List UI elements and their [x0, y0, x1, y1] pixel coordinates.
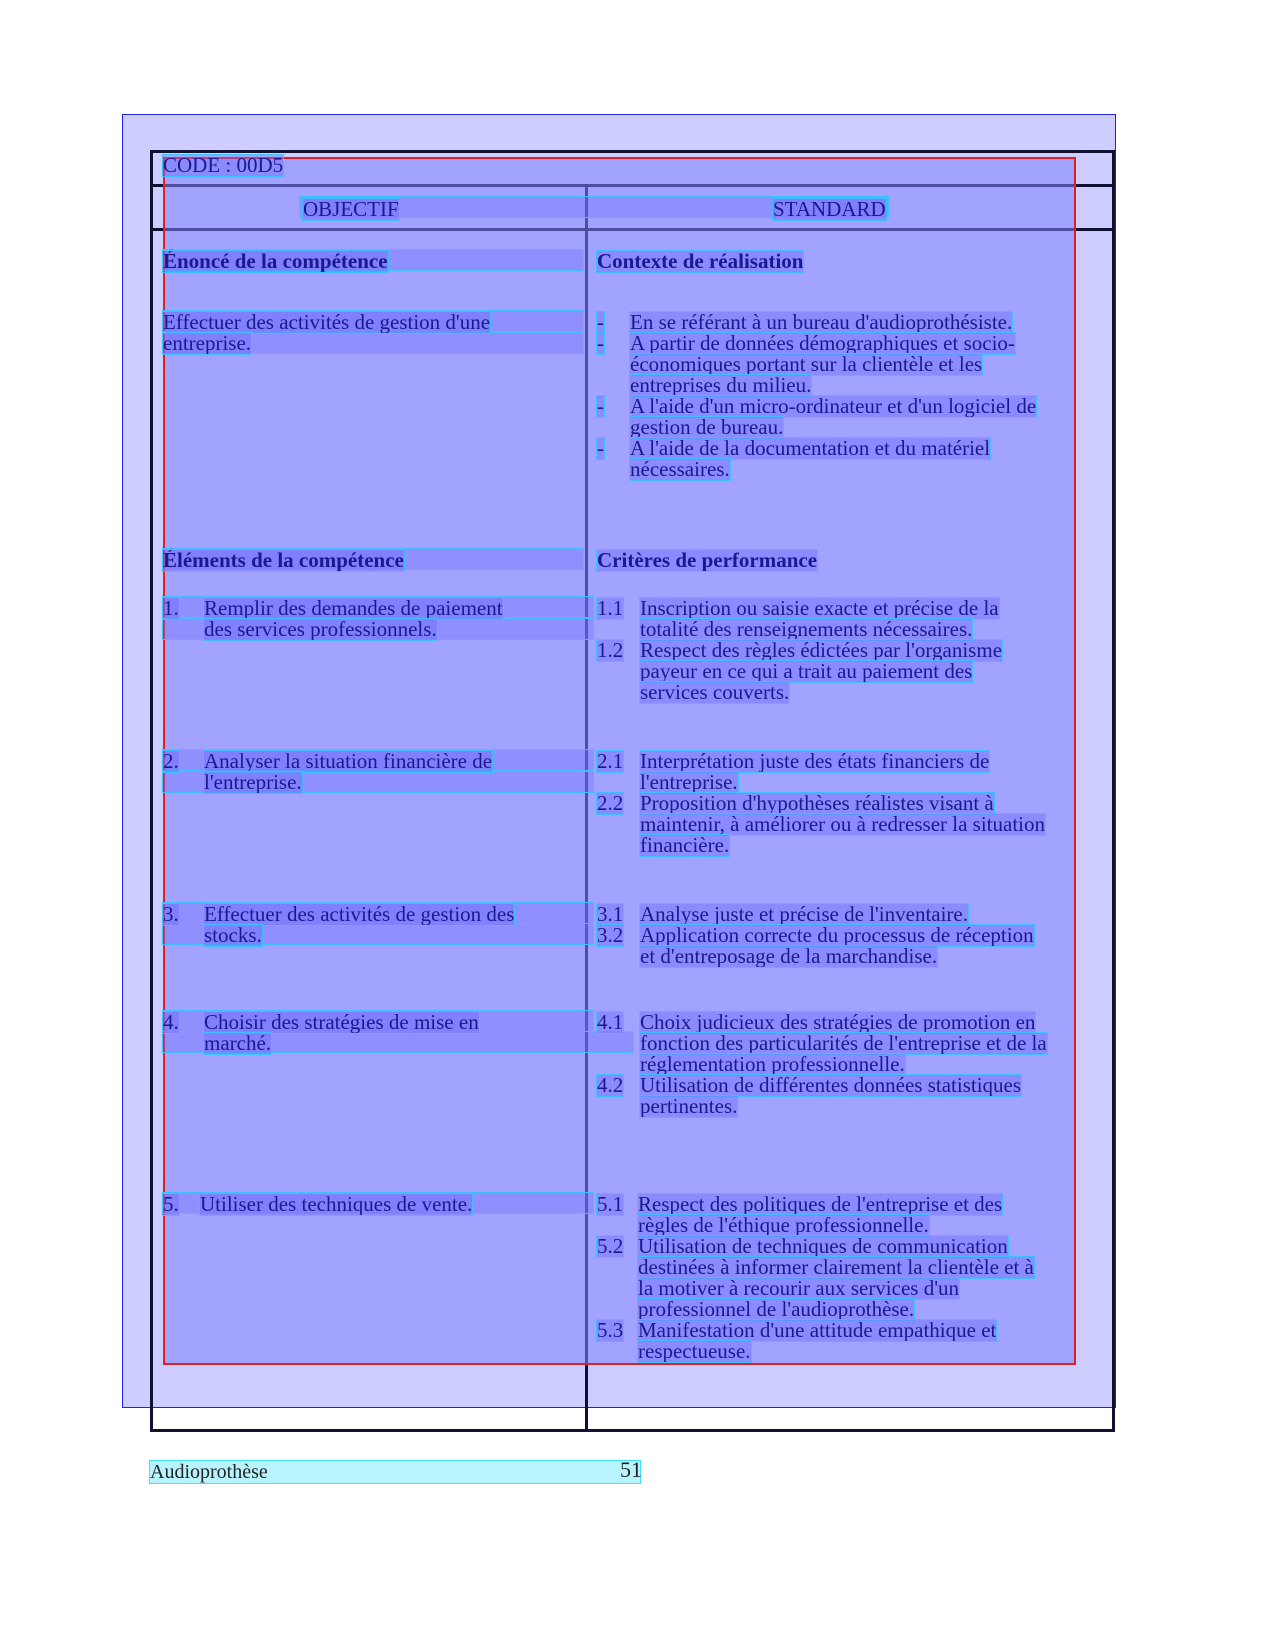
- critere-number: 1.1: [597, 596, 624, 620]
- element-line: Choisir des stratégies de mise en: [204, 1010, 479, 1034]
- code-label: CODE : 00D5: [163, 153, 284, 177]
- critere-number: 1.2: [597, 638, 624, 662]
- critere-line: réglementation professionnelle.: [640, 1052, 905, 1076]
- critere-line: Analyse juste et précise de l'inventaire.: [640, 902, 968, 926]
- critere-number: 4.2: [597, 1073, 624, 1097]
- enonce-heading: Énoncé de la compétence: [163, 249, 388, 273]
- critere-line: règles de l'éthique professionnelle.: [638, 1213, 929, 1237]
- contexte-bullet: -: [597, 310, 604, 334]
- criteres-heading: Critères de performance: [597, 548, 818, 572]
- critere-line: respectueuse.: [638, 1339, 751, 1363]
- critere-line: Respect des politiques de l'entreprise et des: [638, 1192, 1003, 1216]
- standard-header: STANDARD: [773, 197, 886, 221]
- element-line: l'entreprise.: [204, 770, 302, 794]
- critere-line: Utilisation de différentes données statistiques: [640, 1073, 1022, 1097]
- critere-line: Respect des règles édictées par l'organisme: [640, 638, 1003, 662]
- elements-heading: Éléments de la compétence: [163, 548, 404, 572]
- enonce-text-line: entreprise.: [163, 331, 252, 355]
- critere-line: l'entreprise.: [640, 770, 738, 794]
- page-footer: [150, 1457, 642, 1483]
- contexte-line: nécessaires.: [630, 457, 730, 481]
- critere-line: financière.: [640, 833, 730, 857]
- critere-line: Manifestation d'une attitude empathique et: [638, 1318, 997, 1342]
- page-number: 51: [620, 1457, 642, 1482]
- critere-line: Utilisation de techniques de communication: [638, 1234, 1008, 1258]
- footer-title: Audioprothèse: [150, 1461, 268, 1483]
- element-number: 3.: [163, 902, 179, 926]
- element-line: stocks.: [204, 923, 262, 947]
- contexte-line: gestion de bureau.: [630, 415, 784, 439]
- critere-line: pertinentes.: [640, 1094, 738, 1118]
- element-number: 1.: [163, 596, 179, 620]
- critere-line: fonction des particularités de l'entreprise et de la: [640, 1031, 1047, 1055]
- critere-number: 4.1: [597, 1010, 624, 1034]
- critere-line: Interprétation juste des états financiers de: [640, 749, 990, 773]
- critere-number: 2.2: [597, 791, 624, 815]
- critere-number: 3.1: [597, 902, 624, 926]
- enonce-text-line: Effectuer des activités de gestion d'une: [163, 310, 491, 334]
- element-number: 4.: [163, 1010, 179, 1034]
- contexte-bullet: -: [597, 394, 604, 418]
- critere-number: 5.1: [597, 1192, 624, 1216]
- critere-line: totalité des renseignements nécessaires.: [640, 617, 973, 641]
- critere-line: Application correcte du processus de réception: [640, 923, 1034, 947]
- contexte-line: A partir de données démographiques et socio-: [630, 331, 1015, 355]
- element-number: 5.: [163, 1192, 179, 1216]
- critere-line: et d'entreposage de la marchandise.: [640, 944, 938, 968]
- element-number: 2.: [163, 749, 179, 773]
- critere-number: 5.3: [597, 1318, 624, 1342]
- critere-line: maintenir, à améliorer ou à redresser la situation: [640, 812, 1045, 836]
- critere-line: destinées à informer clairement la clientèle et à: [638, 1255, 1034, 1279]
- critere-number: 5.2: [597, 1234, 624, 1258]
- element-line: marché.: [204, 1031, 272, 1055]
- critere-number: 3.2: [597, 923, 624, 947]
- contexte-line: économiques portant sur la clientèle et les: [630, 352, 983, 376]
- critere-line: payeur en ce qui a trait au paiement des: [640, 659, 973, 683]
- contexte-heading: Contexte de réalisation: [597, 249, 804, 273]
- element-line: des services professionnels.: [204, 617, 437, 641]
- element-line: Analyser la situation financière de: [204, 749, 493, 773]
- objectif-header: OBJECTIF: [303, 197, 399, 221]
- contexte-line: En se référant à un bureau d'audioprothésiste.: [630, 310, 1013, 334]
- contexte-line: entreprises du milieu.: [630, 373, 812, 397]
- critere-line: Choix judicieux des stratégies de promotion en: [640, 1010, 1036, 1034]
- critere-line: la motiver à recourir aux services d'un: [638, 1276, 959, 1300]
- element-line: Remplir des demandes de paiement: [204, 596, 503, 620]
- contexte-bullet: -: [597, 331, 604, 355]
- critere-line: Inscription ou saisie exacte et précise de la: [640, 596, 999, 620]
- contexte-bullet: -: [597, 436, 604, 460]
- contexte-line: A l'aide de la documentation et du matériel: [630, 436, 991, 460]
- critere-number: 2.1: [597, 749, 624, 773]
- contexte-line: A l'aide d'un micro-ordinateur et d'un logiciel de: [630, 394, 1037, 418]
- element-line: Effectuer des activités de gestion des: [204, 902, 515, 926]
- critere-line: professionnel de l'audioprothèse.: [638, 1297, 915, 1321]
- element-line: Utiliser des techniques de vente.: [200, 1192, 473, 1216]
- critere-line: Proposition d'hypothèses réalistes visant à: [640, 791, 994, 815]
- critere-line: services couverts.: [640, 680, 790, 704]
